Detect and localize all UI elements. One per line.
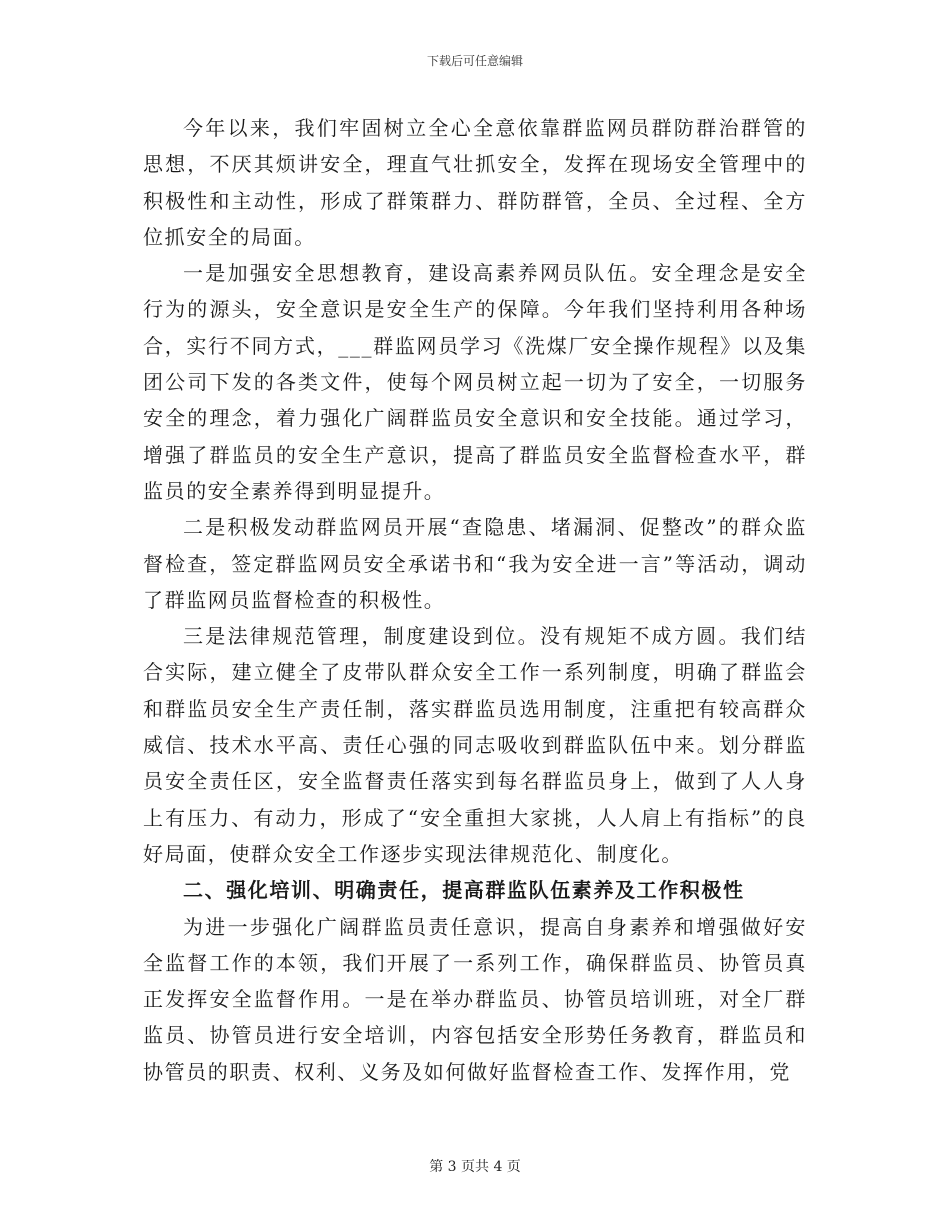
document-body xyxy=(143,110,807,1090)
paragraph-point-one: 一是加强安全思想教育，建设高素养网员队伍。安全理念是安全行为的源头，安全意识是安全生产的保障。今年我们坚持利用各种场合，实行不同方式，___群监网员学习《洗煤厂安全操作规程》以及集团公司下发的各类文件，使每个网员树立起一切为了安全，一切服务安全的理念，着力强化广阔群监员安全意识和安全技能。通过学习，增强了群监员的安全生产意识，提高了群监员安全监督检查水平，群监员的安全素养得到明显提升。 xyxy=(143,261,807,503)
paragraph-point-three: 三是法律规范管理，制度建设到位。没有规矩不成方圆。我们结合实际，建立健全了皮带队群众安全工作一系列制度，明确了群监会和群监员安全生产责任制，落实群监员选用制度，注重把有较高群众威信、技术水平高、责任心强的同志吸收到群监队伍中来。划分群监员安全责任区，安全监督责任落实到每名群监员身上，做到了人人身上有压力、有动力，形成了“安全重担大家挑，人人肩上有指标”的良好局面，使群众安全工作逐步实现法律规范化、制度化。 xyxy=(143,624,807,866)
paragraph-section-two: 为进一步强化广阔群监员责任意识，提高自身素养和增强做好安全监督工作的本领，我们开展了一系列工作，确保群监员、协管员真正发挥安全监督作用。一是在举办群监员、协管员培训班，对全厂群监员、协管员进行安全培训，内容包括安全形势任务教育，群监员和协管员的职责、权利、义务及如何做好监督检查工作、发挥作用，党 xyxy=(143,914,807,1084)
page-header-note: 下载后可任意编辑 xyxy=(426,54,523,68)
paragraph-intro: 今年以来，我们牢固树立全心全意依靠群监网员群防群治群管的思想，不厌其烦讲安全，理直气壮抓安全，发挥在现场安全管理中的积极性和主动性，形成了群策群力、群防群管，全员、全过程、全方位抓安全的局面。 xyxy=(143,116,807,249)
section-heading: 二、强化培训、明确责任，提高群监队伍素养及工作积极性 xyxy=(183,878,745,903)
page-number: 第 3 页共 4 页 xyxy=(429,1159,521,1175)
paragraph-point-two: 二是积极发动群监网员开展“查隐患、堵漏洞、促整改”的群众监督检查，签定群监网员安全承诺书和“我为安全进一言”等活动，调动了群监网员监督检查的积极性。 xyxy=(143,515,807,612)
